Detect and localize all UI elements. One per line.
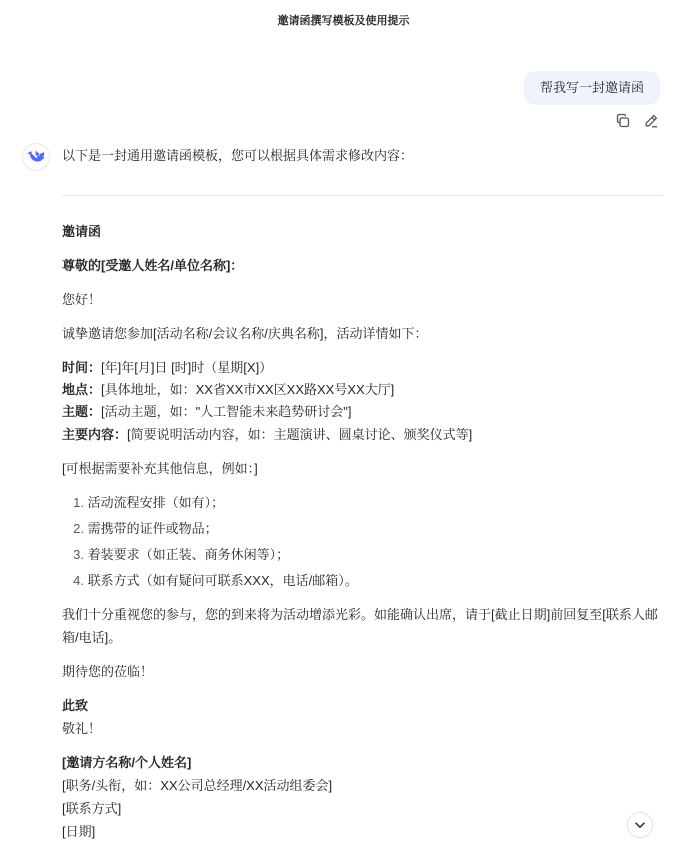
list-text: 需携带的证件或物品； [87,521,218,536]
list-text: 联系方式（如有疑问可联系XXX，电话/邮箱）。 [87,573,358,588]
edit-icon[interactable] [643,113,659,129]
letter-heading: 邀请函 [62,224,102,239]
list-number: 4. [73,573,84,588]
looking-forward: 期待您的莅临！ [62,664,154,679]
assistant-avatar [22,143,50,171]
list-item [62,571,358,591]
detail-value: [简要说明活动内容，如：主题演讲、圆桌讨论、颁奖仪式等] [127,427,473,442]
letter-salutation: 尊敬的[受邀人姓名/单位名称]： [62,258,244,273]
whale-logo-icon [26,147,46,167]
extra-note: [可根据需要补充其他信息，例如：] [62,461,258,476]
list-number: 3. [73,547,84,562]
list-text: 着装要求（如正装、商务休闲等）； [87,547,290,562]
detail-label: 地点： [62,382,102,397]
list-text: 活动流程安排（如有）； [87,495,225,510]
list-number: 2. [73,521,84,536]
list-number: 1. [73,495,84,510]
divider [62,195,663,196]
reply-intro: 以下是一封通用邀请函模板，您可以根据具体需求修改内容： [62,148,414,163]
detail-value: [活动主题，如："人工智能未来趋势研讨会"] [101,404,352,419]
list-item [62,493,224,513]
detail-value: [年]年[月]日 [时]时（星期[X]） [101,360,273,375]
signature-date: [日期] [62,824,96,839]
letter-greeting: 您好！ [62,292,102,307]
list-item [62,545,289,565]
sign-off-2: 敬礼！ [62,721,102,736]
detail-location [62,380,394,400]
closing-paragraph-line-2: 箱/电话]。 [62,630,122,645]
window-title: 邀请函撰写模板及使用提示 [277,15,410,27]
closing-paragraph-line-1: 我们十分重视您的参与，您的到来将为活动增添光彩。如能确认出席，请于[截止日期]前回复至[联系人邮 [62,607,658,622]
detail-time [62,358,272,378]
scroll-to-bottom-button[interactable] [627,812,653,838]
letter-invite-line: 诚挚邀请您参加[活动名称/会议名称/庆典名称]，活动详情如下： [62,326,428,341]
detail-content [62,425,472,445]
user-message-bubble: 帮我写一封邀请函 [524,71,660,105]
detail-label: 主题： [62,404,102,419]
signature-contact: [联系方式] [62,801,122,816]
sign-off-1: 此致 [62,698,89,713]
detail-theme [62,402,351,422]
detail-label: 主要内容： [62,427,128,442]
detail-value: [具体地址，如：XX省XX市XX区XX路XX号XX大厅] [101,382,395,397]
signature-name: [邀请方名称/个人姓名] [62,755,192,770]
chevron-down-icon [633,818,647,832]
message-actions [615,113,659,129]
copy-icon[interactable] [615,113,631,129]
signature-title: [职务/头衔，如：XX公司总经理/XX活动组委会] [62,778,333,793]
detail-label: 时间： [62,360,102,375]
list-item [62,519,218,539]
